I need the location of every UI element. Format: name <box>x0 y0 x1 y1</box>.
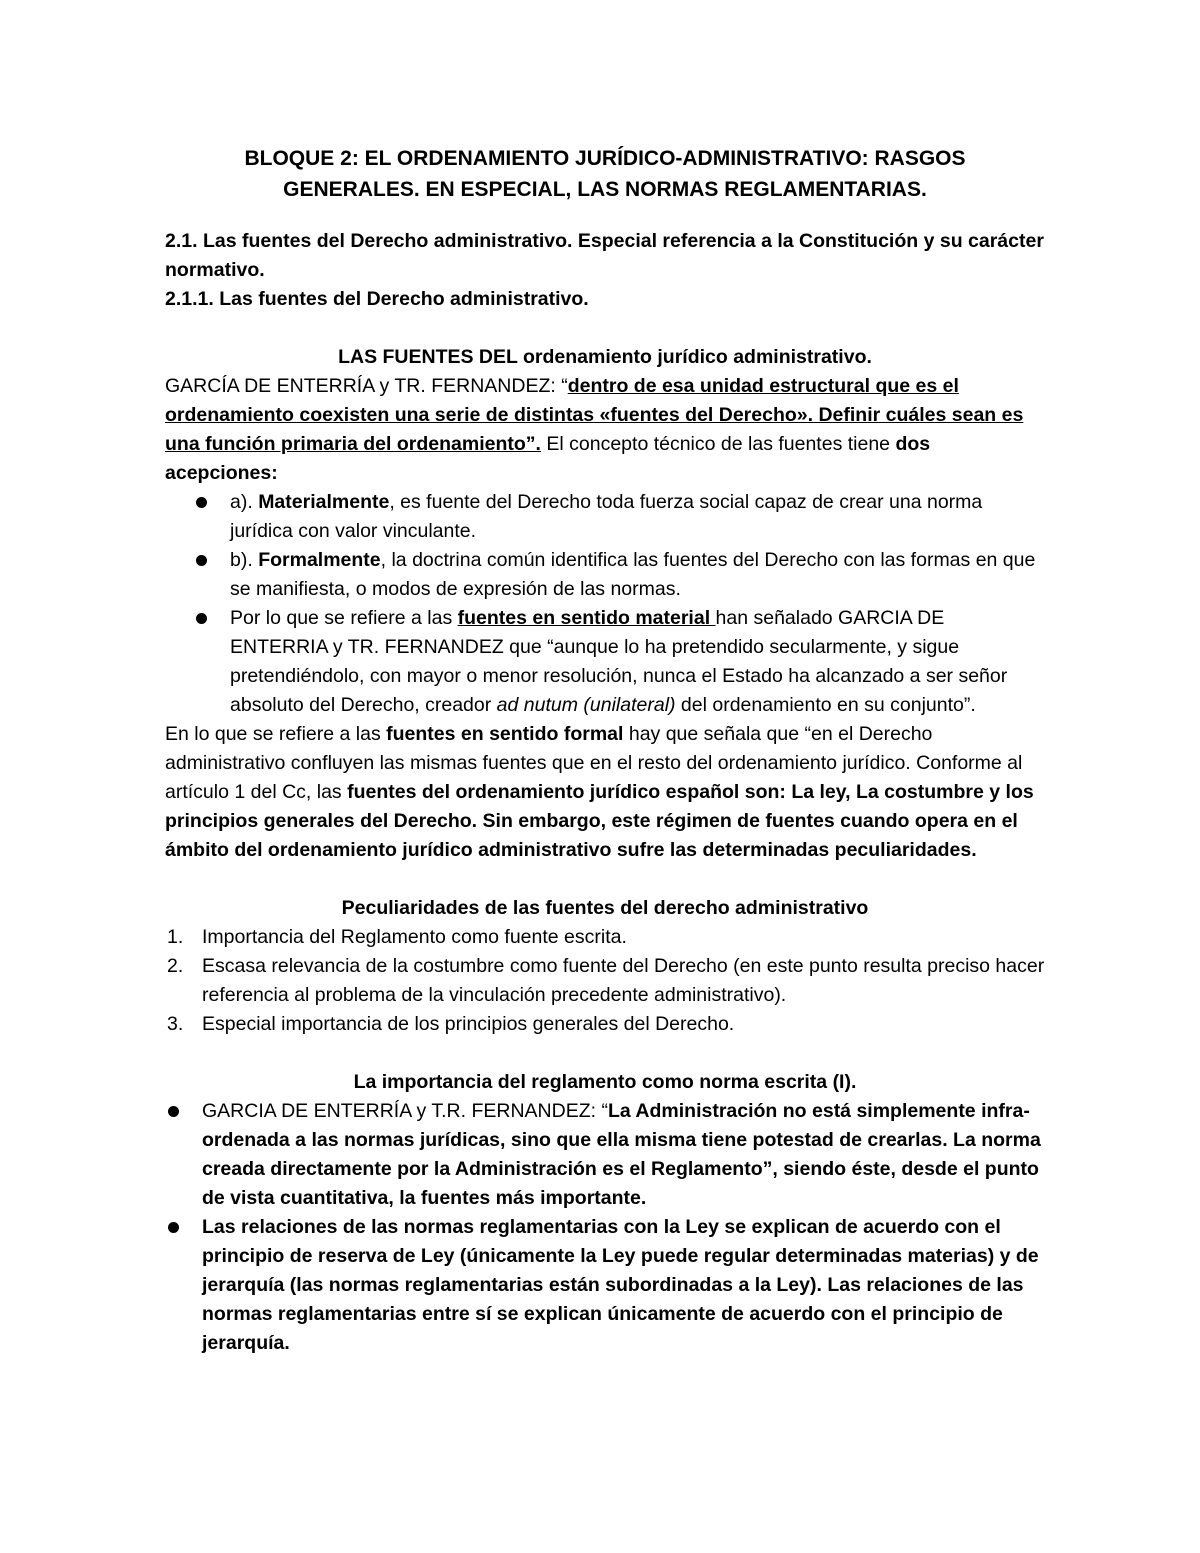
fuentes-heading <box>165 343 1045 372</box>
list-item-text: Importancia del Reglamento como fuente escrita. <box>202 926 627 948</box>
reglamento-list <box>165 1097 1045 1358</box>
list-item-sentido-material <box>165 604 1045 720</box>
document-body <box>165 143 1045 1358</box>
list-item-text: Escasa relevancia de la costumbre como fuente del Derecho (en este punto resulta preciso hacer referencia al problema de la vinculación precedente administrativo). <box>202 955 1045 1006</box>
reglamento-bullet1-bold: La Administración no está simplemente infra-ordenada a las normas jurídicas, sino que ella misma tiene potestad de crearlas. La norma creada directamente por la Administración es el Reglamento”, siendo éste, desde el punto de vista cuantitativa, la fuentes más importante. <box>202 1100 1041 1209</box>
bullet-c-underlined: fuentes en sentido material <box>457 607 716 629</box>
bullet-icon <box>168 1106 179 1117</box>
section-heading: 2.1. Las fuentes del Derecho administrativo. Especial referencia a la Constitución y su carácter normativo. <box>165 230 1044 281</box>
list-item-text: Especial importancia de los principios generales del Derecho. <box>202 1013 735 1035</box>
spacer <box>165 1039 1045 1068</box>
bullet-icon <box>168 1222 179 1233</box>
spacer <box>165 865 1045 894</box>
intro-quote: dentro de esa unidad estructural que es el ordenamiento coexisten una serie de distintas «fuentes del Derecho». Definir cuáles sean es una función primaria del ordenamiento”. <box>165 375 1024 455</box>
spacer <box>165 314 1045 343</box>
bullet-b-bold: Formalmente <box>258 549 381 571</box>
title-line-1: BLOQUE 2: EL ORDENAMIENTO JURÍDICO-ADMINISTRATIVO: RASGOS <box>244 147 966 170</box>
bullet-c-middle: han señalado GARCIA DE ENTERRIA y TR. FERNANDEZ que “aunque lo ha pretendido secularmente, y sigue pretendiéndolo, con mayor o menor resolución, nunca el Estado ha alcanzado a ser señor absoluto del Derecho, creador <box>230 607 1008 716</box>
section-subheading: 2.1.1. Las fuentes del Derecho administrativo. <box>165 288 589 310</box>
title-line-2: GENERALES. EN ESPECIAL, LAS NORMAS REGLAMENTARIAS. <box>283 178 927 201</box>
list-item-potestad-reglamentaria <box>165 1097 1045 1213</box>
list-number: 1. <box>167 926 184 948</box>
list-item-formalmente <box>165 546 1045 604</box>
formal-bold-1: fuentes en sentido formal <box>386 723 624 745</box>
formal-bold-2: fuentes del ordenamiento jurídico español son: La ley, La costumbre y los principios generales del Derecho. Sin embargo, este régimen de fuentes cuando opera en el ámbito del ordenamiento jurídico administrativo sufre las determinadas peculiaridades. <box>165 781 1034 861</box>
acepciones-list <box>165 488 1045 720</box>
formal-prefix: En lo que se refiere a las <box>165 723 387 745</box>
bullet-a-rest: , es fuente del Derecho toda fuerza social capaz de crear una norma jurídica con valor vinculante. <box>230 491 983 542</box>
fuentes-intro <box>165 372 1045 488</box>
bullet-c-prefix: Por lo que se refiere a las <box>230 607 458 629</box>
list-number: 3. <box>167 1013 184 1035</box>
intro-rest: El concepto técnico de las fuentes tiene <box>540 433 891 455</box>
bullet-b-prefix: b). <box>230 549 259 571</box>
bullet-c-end: del ordenamiento en su conjunto”. <box>675 694 976 716</box>
formal-middle: hay que señala que “en el Derecho administrativo confluyen las mismas fuentes que en el resto del ordenamiento jurídico. Conforme al artículo 1 del Cc, las <box>165 723 1023 803</box>
bullet-b-rest: , la doctrina común identifica las fuentes del Derecho con las formas en que se manifiesta, o modos de expresión de las normas. <box>230 549 1036 600</box>
document-title <box>165 143 1045 205</box>
bullet-icon <box>196 613 207 624</box>
peculiaridades-heading: Peculiaridades de las fuentes del derecho administrativo <box>341 897 869 919</box>
bullet-icon <box>196 497 207 508</box>
list-item-materialmente <box>165 488 1045 546</box>
fuentes-heading-rest: ordenamiento jurídico administrativo. <box>517 346 872 368</box>
intro-author: GARCÍA DE ENTERRÍA y TR. FERNANDEZ: “ <box>165 375 568 397</box>
list-item-relaciones-normas <box>165 1213 1045 1358</box>
intro-bold-end: dos acepciones: <box>165 433 931 484</box>
fuentes-formal-paragraph <box>165 720 1045 865</box>
list-item <box>165 1010 1045 1039</box>
bullet-c-italic: ad nutum (unilateral) <box>496 694 676 716</box>
list-number: 2. <box>167 955 184 977</box>
list-item <box>165 923 1045 952</box>
reglamento-bullet1-author: GARCIA DE ENTERRÍA y T.R. FERNANDEZ: “ <box>202 1100 608 1122</box>
peculiaridades-list <box>165 923 1045 1039</box>
bullet-a-prefix: a). <box>230 491 259 513</box>
reglamento-heading: La importancia del reglamento como norma escrita (I). <box>353 1071 857 1093</box>
bullet-a-bold: Materialmente <box>258 491 390 513</box>
bullet-icon <box>196 555 207 566</box>
fuentes-heading-bold: LAS FUENTES DEL <box>338 346 518 368</box>
list-item <box>165 952 1045 1010</box>
reglamento-bullet2-bold: Las relaciones de las normas reglamentarias con la Ley se explican de acuerdo con el principio de reserva de Ley (únicamente la Ley puede regular determinadas materias) y de jerarquía (las normas reglamentarias están subordinadas a la Ley). Las relaciones de las normas reglamentarias entre sí se explican únicamente de acuerdo con el principio de jerarquía. <box>202 1216 1039 1354</box>
